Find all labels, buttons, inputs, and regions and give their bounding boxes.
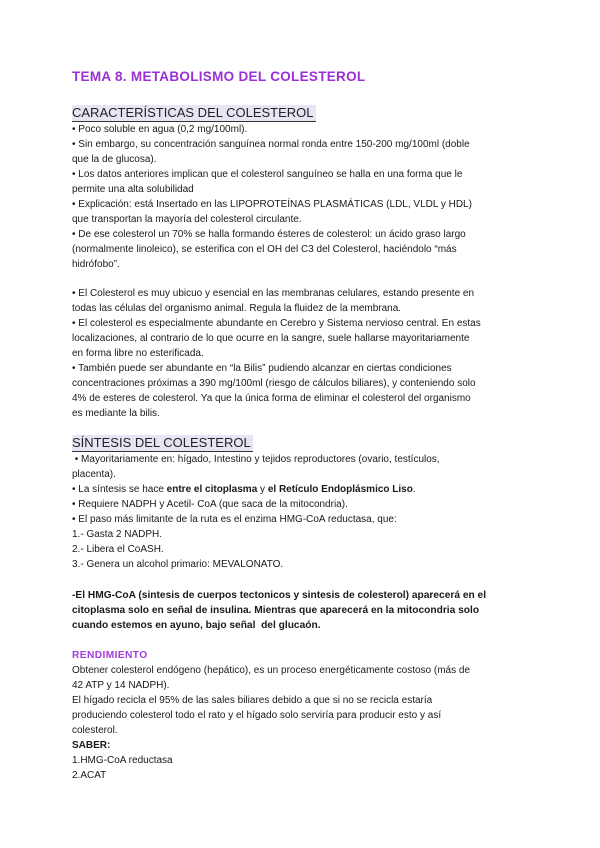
rendimiento-block bbox=[72, 663, 532, 783]
paragraph-line: Obtener colesterol endógeno (hepático), es un proceso energéticamente costoso (más de bbox=[72, 665, 471, 676]
text-run: • La síntesis se hace bbox=[72, 484, 167, 495]
paragraph-line: 42 ATP y 14 NADPH). bbox=[72, 680, 170, 691]
paragraph-line: • También puede ser abundante en “la Bilis” pudiendo alcanzar en ciertas condiciones bbox=[72, 363, 452, 374]
paragraph-line: hidrófobo”. bbox=[72, 259, 120, 270]
paragraph-line: es mediante la bilis. bbox=[72, 408, 160, 419]
bold-note-line: citoplasma solo en señal de insulina. Mientras que aparecerá en la mitocondria solo bbox=[72, 605, 480, 616]
bold-run: el Retículo Endoplásmico Liso bbox=[267, 484, 413, 495]
paragraph-line: concentraciones próximas a 390 mg/100ml (riesgo de cálculos biliares), y conteniendo solo bbox=[72, 378, 476, 389]
paragraph-line: • De ese colesterol un 70% se halla formando ésteres de colesterol: un ácido graso largo bbox=[72, 229, 466, 240]
paragraph-line: 1.- Gasta 2 NADPH. bbox=[72, 529, 163, 540]
bold-note-line: cuando estemos en ayuno, bajo señal del glucaón. bbox=[72, 620, 321, 631]
paragraph-line: • Requiere NADPH y Acetil- CoA (que saca de la mitocondria). bbox=[72, 499, 348, 510]
paragraph-line: produciendo colesterol todo el rato y el hígado solo serviría para producir esto y así bbox=[72, 710, 442, 721]
paragraph-line: placenta). bbox=[72, 469, 116, 480]
paragraph-line: • Sin embargo, su concentración sanguínea normal ronda entre 150-200 mg/100ml (doble bbox=[72, 139, 470, 150]
saber-item: 1.HMG-CoA reductasa bbox=[72, 755, 173, 766]
sintesis-block bbox=[72, 452, 532, 633]
spacer bbox=[72, 633, 532, 648]
saber-label: SABER: bbox=[72, 740, 111, 751]
paragraph-line: (normalmente linoleico), se esterifica con el OH del C3 del Colesterol, haciéndolo “más bbox=[72, 244, 457, 255]
paragraph-line: • Poco soluble en agua (0,2 mg/100ml). bbox=[72, 124, 248, 135]
paragraph-line: • Explicación: está Insertado en las LIPOPROTEÍNAS PLASMÁTICAS (LDL, VLDL y HDL) bbox=[72, 199, 472, 210]
text-run: y bbox=[257, 484, 268, 495]
rendimiento-heading: RENDIMIENTO bbox=[72, 650, 148, 661]
paragraph-line: que la de glucosa). bbox=[72, 154, 157, 165]
paragraph-line: 4% de esteres de colesterol. Ya que la única forma de eliminar el colesterol del organismo bbox=[72, 393, 471, 404]
paragraph-line: 3.- Genera un alcohol primario: MEVALONATO. bbox=[72, 559, 284, 570]
bold-note-line: -El HMG-CoA (sintesis de cuerpos tectonicos y sintesis de colesterol) aparecerá en el bbox=[72, 590, 487, 601]
section-heading-sintesis: SÍNTESIS DEL COLESTEROL bbox=[72, 435, 251, 450]
paragraph-line: que transportan la mayoría del colesterol circulante. bbox=[72, 214, 302, 225]
spacer bbox=[72, 272, 532, 286]
paragraph-line: • El colesterol es especialmente abundante en Cerebro y Sistema nervioso central. En estas bbox=[72, 318, 481, 329]
paragraph-line: localizaciones, al contrario de lo que ocurre en la sangre, suele hallarse mayoritariamente bbox=[72, 333, 470, 344]
text-run: . bbox=[412, 484, 416, 495]
saber-item: 2.ACAT bbox=[72, 770, 107, 781]
caracteristicas-block bbox=[72, 122, 532, 421]
paragraph-line: • Los datos anteriores implican que el colesterol sanguíneo se halla en una forma que le bbox=[72, 169, 463, 180]
paragraph-line: colesterol. bbox=[72, 725, 118, 736]
document-title: TEMA 8. METABOLISMO DEL COLESTEROL bbox=[72, 69, 366, 84]
paragraph-line: 2.- Libera el CoASH. bbox=[72, 544, 164, 555]
paragraph-line: El hígado recicla el 95% de las sales biliares debido a que si no se recicla estaría bbox=[72, 695, 433, 706]
paragraph-line: permite una alta solubilidad bbox=[72, 184, 194, 195]
paragraph-line: • El Colesterol es muy ubicuo y esencial en las membranas celulares, estando presente en bbox=[72, 288, 475, 299]
paragraph-line: • El paso más limitante de la ruta es el enzima HMG-CoA reductasa, que: bbox=[72, 514, 397, 525]
paragraph-line: en forma libre no esterificada. bbox=[72, 348, 204, 359]
bold-run: entre el citoplasma bbox=[166, 484, 258, 495]
paragraph-line: todas las células del organismo animal. Regula la fluidez de la membrana. bbox=[72, 303, 402, 314]
section-heading-caracteristicas: CARACTERÍSTICAS DEL COLESTEROL bbox=[72, 105, 314, 120]
spacer bbox=[72, 572, 532, 588]
document-page bbox=[72, 68, 532, 783]
paragraph-line-mixed bbox=[72, 482, 532, 497]
paragraph-line: • Mayoritariamente en: hígado, Intestino y tejidos reproductores (ovario, testículos, bbox=[72, 454, 440, 465]
